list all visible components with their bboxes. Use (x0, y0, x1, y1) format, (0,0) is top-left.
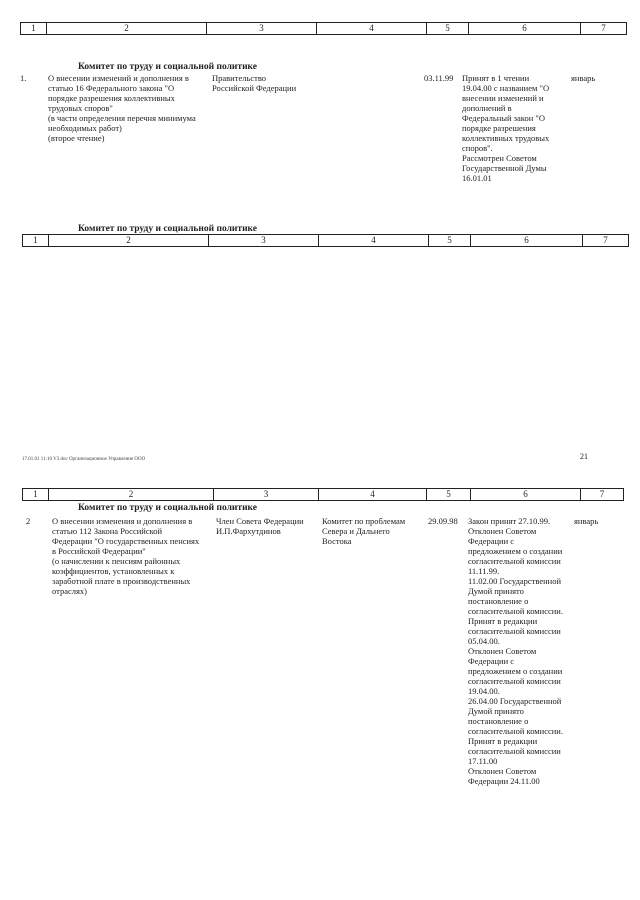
header-col-3: 3 (208, 234, 318, 247)
header-col-4: 4 (318, 488, 426, 501)
bill-committee: Комитет по проблемам Севера и Дальнего Востока (322, 516, 406, 546)
footer-small-text: 17.01.01 11:10 V3.doc Организационное Управление ООО (22, 457, 146, 462)
bill-month: январь (574, 516, 599, 526)
header-col-7: 7 (580, 22, 627, 35)
header-col-2: 2 (48, 488, 213, 501)
committee-heading: Комитет по труду и социальной политике (78, 224, 257, 234)
header-col-4: 4 (316, 22, 426, 35)
header-col-5: 5 (426, 488, 470, 501)
bill-author: Член Совета Федерации И.П.Фархутдинов (216, 516, 304, 536)
header-col-6: 6 (468, 22, 580, 35)
header-col-5: 5 (428, 234, 470, 247)
header-col-3: 3 (213, 488, 318, 501)
bill-title: О внесении изменений и дополнения в статью 16 Федерального закона "О порядке разрешения коллективных трудовых споров" (в части определения перечня минимума необходимых работ) (второе чтение) (48, 73, 196, 143)
header-col-2: 2 (46, 22, 206, 35)
row-number: 1. (20, 73, 27, 83)
header-col-7: 7 (582, 234, 629, 247)
table-header-top (20, 22, 627, 35)
bill-date: 03.11.99 (424, 73, 454, 83)
header-col-1: 1 (22, 234, 48, 247)
page-number: 21 (580, 452, 588, 461)
header-col-3: 3 (206, 22, 316, 35)
header-col-5: 5 (426, 22, 468, 35)
header-col-2: 2 (48, 234, 208, 247)
bill-title: О внесении изменения и дополнения в статью 112 Закона Российской Федерации "О государственных пенсиях в Российской Федерации" (о начислении к пенсиям районных коэффициентов, установленных к заработной плате в производственных отраслях) (52, 516, 200, 596)
bill-date: 29.09.98 (428, 516, 458, 526)
header-col-4: 4 (318, 234, 428, 247)
table-header-bottom (22, 488, 624, 501)
header-col-7: 7 (580, 488, 624, 501)
header-col-1: 1 (22, 488, 48, 501)
committee-heading: Комитет по труду и социальной политике (78, 503, 257, 513)
bill-author: Правительство Российской Федерации (212, 73, 297, 93)
bill-month: январь (571, 73, 596, 83)
header-col-6: 6 (470, 488, 580, 501)
committee-heading: Комитет по труду и социальной политике (78, 62, 257, 72)
header-col-1: 1 (20, 22, 46, 35)
header-col-6: 6 (470, 234, 582, 247)
bill-status: Закон принят 27.10.99. Отклонен Советом Федерации с предложением о создании согласительной комиссии 11.11.99. 11.02.00 Государственной Думой принято постановление о согласительной комиссии. Принят в редакции согласительной комиссии 05.04.00. Отклонен Советом Федерации с предложением о создании согласительной комиссии 19.04.00. 26.04.00 Государственной Думой принято постановление о согласительной комиссии. Принят в редакции согласительной комиссии 17.11.00 Отклонен Советом Федерации 24.11.00 (468, 516, 563, 786)
table-header-middle (22, 234, 629, 247)
row-number: 2 (26, 516, 31, 526)
bill-status: Принят в 1 чтении 19.04.00 с названием "О внесении изменений и дополнений в Федеральный закон "О порядке разрешения коллективных трудовых споров". Рассмотрен Советом Государственной Думы 16.01.01 (462, 73, 550, 183)
